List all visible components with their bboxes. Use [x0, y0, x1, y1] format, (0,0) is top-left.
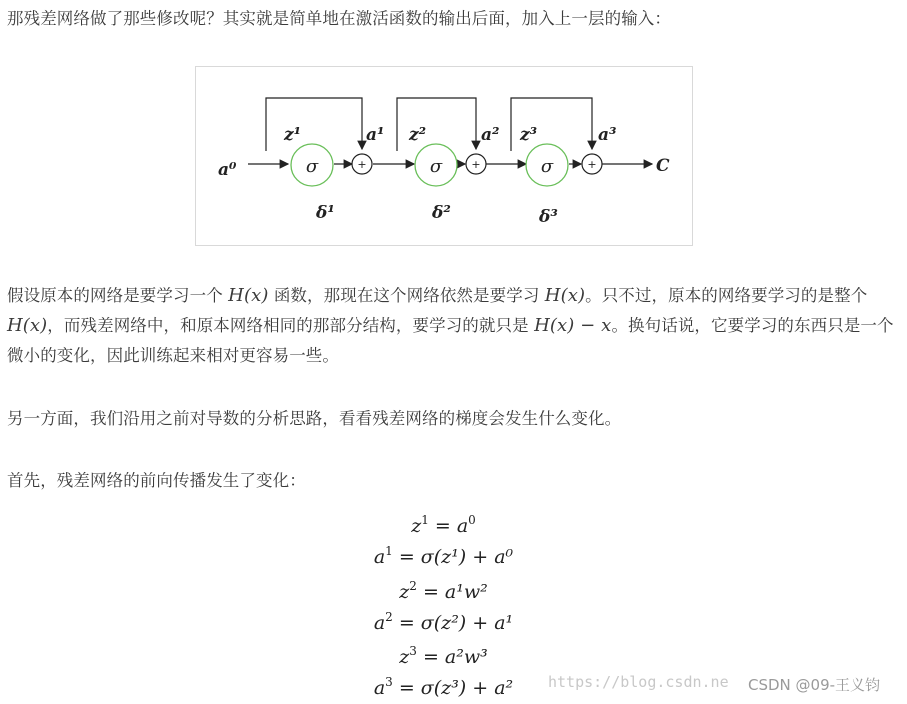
- input-label: a⁰: [218, 160, 237, 180]
- para1-text-2: 函数，那现在这个网络依然是要学习: [273, 286, 540, 305]
- equation-6: $a^3 = \sigma(z^3) + a^2$: [373, 675, 514, 699]
- delta1-label: δ¹: [316, 203, 335, 223]
- para1-text-3: 。只不过，原本的网络要学习的是整个: [585, 286, 868, 305]
- url-watermark: https://blog.csdn.ne: [548, 673, 729, 691]
- paragraph-hypothesis: [7, 281, 897, 371]
- a3-label: a³: [598, 125, 617, 145]
- residual-network-diagram: [195, 66, 693, 246]
- equation-4: $a^2 = \sigma(z^2) + a^1$: [373, 610, 514, 634]
- math-h-of-x-minus-x: H(x) − x: [534, 315, 612, 336]
- equation-3: $z^2 = a^1w^2$: [399, 579, 488, 603]
- delta3-label: δ³: [539, 207, 558, 227]
- para1-text-4: ，而残差网络中，和原本网络相同的那部分结构，要学习的就只是: [47, 316, 529, 335]
- para1-text-5: 。换句话说，它要学习的东西只是一个微小的变化，因此训练起来相对更容易一些。: [7, 316, 894, 365]
- output-label: C: [656, 156, 670, 176]
- a1-label: a¹: [366, 125, 385, 145]
- equation-2: $a^1 = \sigma(z^1) + a^0$: [373, 544, 514, 568]
- plus-label-3: +: [587, 158, 597, 171]
- sigma-label-3: σ: [540, 156, 554, 177]
- a2-label: a²: [481, 125, 500, 145]
- skip-connection-1: [266, 98, 362, 151]
- math-h-of-x-2: H(x): [544, 285, 586, 306]
- paragraph-gradient: 另一方面，我们沿用之前对导数的分析思路，看看残差网络的梯度会发生什么变化。: [7, 409, 622, 428]
- csdn-author-watermark: CSDN @09-王义钧: [748, 676, 881, 694]
- math-h-of-x-3: H(x): [7, 315, 48, 336]
- z1-label: z¹: [284, 125, 302, 145]
- math-h-of-x-1: H(x): [228, 285, 269, 306]
- intro-text: 那残差网络做了那些修改呢？其实就是简单地在激活函数的输出后面，加入上一层的输入：: [7, 9, 671, 28]
- sigma-label-1: σ: [305, 156, 319, 177]
- z3-label: z³: [520, 125, 538, 145]
- sigma-label-2: σ: [429, 156, 443, 177]
- para1-text-1: 假设原本的网络是要学习一个: [7, 286, 223, 305]
- equation-1: $z^1 = a^0$: [411, 513, 476, 537]
- diagram-svg: [196, 67, 694, 247]
- equation-5: $z^3 = a^2w^3$: [399, 644, 488, 668]
- z2-label: z²: [409, 125, 427, 145]
- paragraph-forward: 首先，残差网络的前向传播发生了变化：: [7, 471, 306, 490]
- delta2-label: δ²: [432, 203, 451, 223]
- plus-label-2: +: [471, 158, 481, 171]
- plus-label-1: +: [357, 158, 367, 171]
